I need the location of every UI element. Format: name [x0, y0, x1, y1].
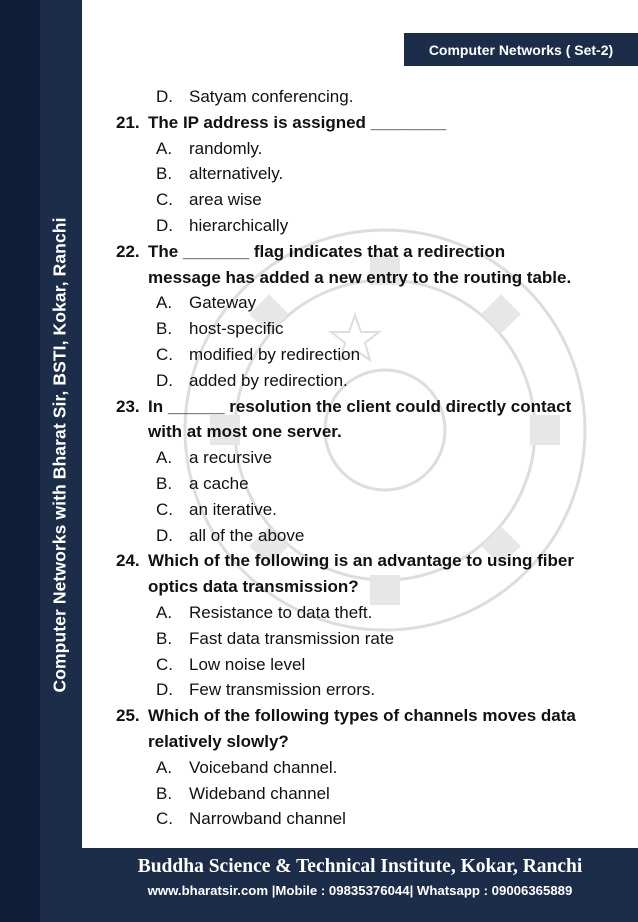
option-letter: B.: [156, 783, 173, 803]
option-text: a cache: [189, 473, 249, 493]
option-item: [156, 342, 616, 368]
question-text: In ______ resolution the client could directly contact with at most one server.: [148, 396, 572, 442]
question-content: [116, 84, 616, 832]
option-text: host-specific: [189, 319, 284, 339]
option-text: Wideband channel: [189, 783, 330, 803]
option-text: an iterative.: [189, 499, 277, 519]
question-list: [116, 110, 616, 832]
option-text: added by redirection.: [189, 370, 348, 390]
option-letter: A.: [156, 757, 173, 777]
option-letter: A.: [156, 138, 173, 158]
option-letter: C.: [156, 809, 173, 829]
option-letter: D.: [156, 680, 173, 700]
option-item: [156, 806, 616, 832]
sidebar-title: Computer Networks with Bharat Sir, BSTI, Kokar, Ranchi: [49, 217, 70, 693]
option-item: [156, 652, 616, 678]
question-stem: [116, 703, 616, 755]
option-letter: B.: [156, 164, 173, 184]
option-item: [156, 290, 616, 316]
option-text: a recursive: [189, 448, 273, 468]
option-letter: B.: [156, 628, 173, 648]
contact-line: www.bharatsir.com |Mobile : 09835376044| Whatsapp : 09006365889: [147, 883, 573, 898]
question-stem: [116, 548, 616, 600]
option-item: [156, 677, 616, 703]
option-letter: C.: [156, 499, 173, 519]
option-item: [156, 368, 616, 394]
option-letter: B.: [156, 319, 173, 339]
question-number: 25.: [116, 706, 140, 726]
option-item: [156, 497, 616, 523]
option-letter: A.: [156, 602, 173, 622]
sidebar-strip: [0, 0, 40, 922]
option-item: [156, 187, 616, 213]
question-stem: [116, 239, 616, 291]
option-letter: C.: [156, 190, 173, 210]
option-text: Low noise level: [189, 654, 306, 674]
option-text: Voiceband channel.: [189, 757, 338, 777]
option-letter: D.: [156, 525, 173, 545]
option-item: [156, 161, 616, 187]
footer: [82, 848, 638, 922]
option-item: [156, 755, 616, 781]
question-text: The IP address is assigned ________: [148, 112, 447, 132]
option-item: [156, 781, 616, 807]
option-item: [156, 213, 616, 239]
option-letter: B.: [156, 473, 173, 493]
option-letter: C.: [156, 344, 173, 364]
option-text: Few transmission errors.: [189, 680, 376, 700]
institute-name: Buddha Science & Technical Institute, Kokar, Ranchi: [137, 856, 583, 877]
question-stem: [116, 394, 616, 446]
option-letter: A.: [156, 293, 173, 313]
option-text: Resistance to data theft.: [189, 602, 373, 622]
option-carryover: [156, 84, 616, 110]
page-header-badge: Computer Networks ( Set-2): [404, 33, 638, 66]
question-number: 21.: [116, 112, 140, 132]
option-item: [156, 523, 616, 549]
option-text: modified by redirection: [189, 344, 361, 364]
question-text: Which of the following is an advantage to using fiber optics data transmission?: [148, 551, 574, 597]
option-text: all of the above: [189, 525, 305, 545]
option-letter: D.: [156, 87, 173, 106]
question-text: Which of the following types of channels moves data relatively slowly?: [148, 706, 576, 751]
option-item: [156, 471, 616, 497]
option-text: Satyam conferencing.: [189, 87, 354, 106]
sidebar: [0, 0, 82, 922]
option-text: Fast data transmission rate: [189, 628, 395, 648]
option-letter: D.: [156, 370, 173, 390]
option-text: alternatively.: [189, 164, 284, 184]
option-text: Gateway: [189, 293, 257, 313]
question-number: 23.: [116, 396, 140, 416]
option-letter: A.: [156, 448, 173, 468]
option-item: [156, 600, 616, 626]
option-letter: C.: [156, 654, 173, 674]
question-number: 22.: [116, 241, 140, 261]
option-item: [156, 316, 616, 342]
question-number: 24.: [116, 551, 140, 571]
option-text: Narrowband channel: [189, 809, 346, 829]
question-stem: [116, 110, 616, 136]
option-text: hierarchically: [189, 215, 289, 235]
option-item: [156, 445, 616, 471]
question-text: The _______ flag indicates that a redirection message has added a new entry to the routing table.: [148, 241, 572, 287]
option-item: [156, 136, 616, 162]
option-letter: D.: [156, 215, 173, 235]
option-text: randomly.: [189, 138, 263, 158]
option-item: [156, 626, 616, 652]
option-text: area wise: [189, 190, 262, 210]
